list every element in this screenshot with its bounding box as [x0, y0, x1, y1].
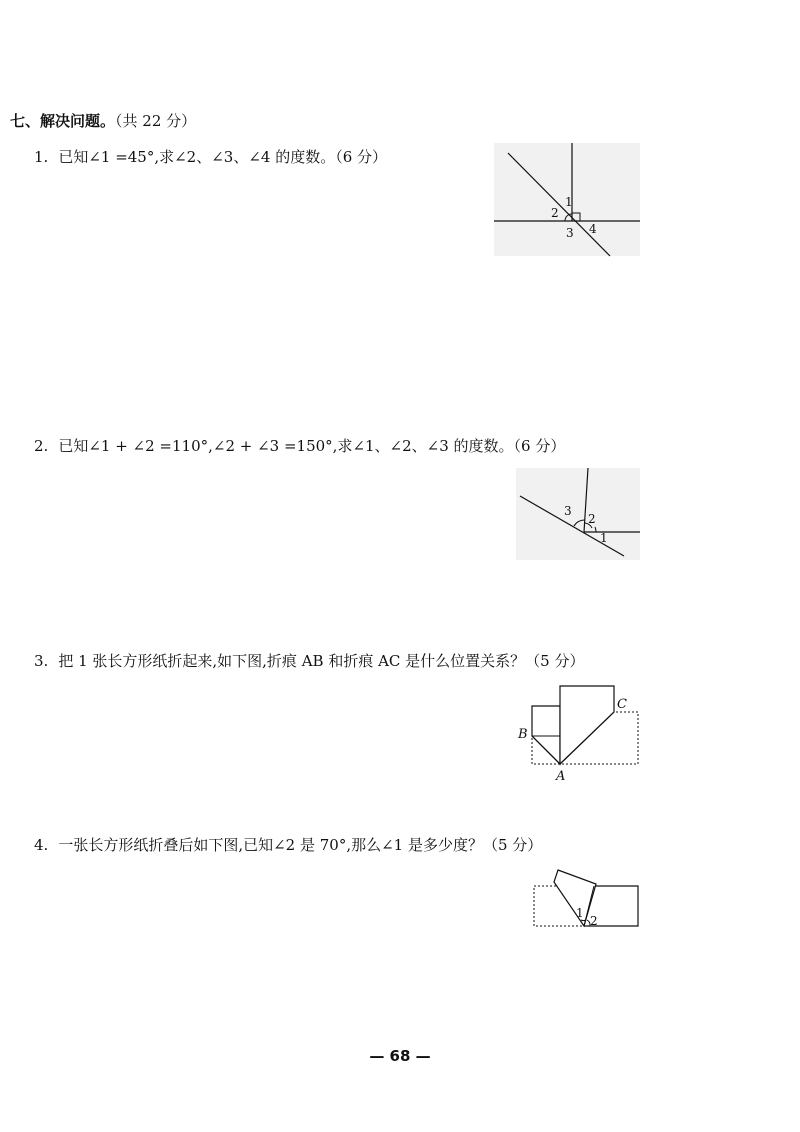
- figure-2-svg: [516, 468, 640, 560]
- angle-arc-1: [581, 920, 586, 921]
- label-angle-1: 1: [600, 531, 608, 545]
- left-folded-flap: [532, 706, 560, 764]
- label-angle-3: 3: [566, 226, 574, 240]
- figure-angles-on-line: [516, 468, 640, 560]
- right-angle-mark: [572, 213, 580, 221]
- section-title: [10, 110, 196, 131]
- question-1: [34, 146, 387, 167]
- question-text: 把 1 张长方形纸折起来,如下图,折痕 AB 和折痕 AC 是什么位置关系？（5 分）: [58, 652, 585, 670]
- label-angle-4: 4: [589, 222, 597, 236]
- label-angle-2: 2: [588, 512, 596, 526]
- angle-arc-1: [595, 527, 596, 532]
- question-text: 已知∠1 =45°,求∠2、∠3、∠4 的度数。（6 分）: [58, 148, 388, 166]
- label-point-c: C: [617, 697, 627, 712]
- label-point-a: A: [556, 769, 566, 784]
- label-angle-2: 2: [551, 206, 559, 220]
- question-3: [34, 650, 584, 671]
- figure-folded-rectangle-creases: [512, 682, 642, 788]
- figure-3-svg: [512, 682, 642, 788]
- section-heading: 七、解决问题。: [10, 112, 116, 130]
- right-folded-flap: [560, 686, 614, 764]
- page-number: — 68 —: [369, 1047, 431, 1065]
- label-angle-3: 3: [564, 504, 572, 518]
- section-points: （共 22 分）: [115, 112, 197, 130]
- diagonal-line: [508, 153, 610, 256]
- label-angle-2: 2: [590, 914, 598, 928]
- question-number: 4.: [34, 836, 49, 854]
- figure-folded-strip: [528, 864, 642, 932]
- label-point-b: B: [518, 727, 528, 742]
- question-number: 3.: [34, 652, 49, 670]
- question-number: 2.: [34, 437, 49, 455]
- label-angle-1: 1: [576, 906, 584, 920]
- slanted-line: [520, 496, 624, 556]
- question-text: 已知∠1 + ∠2 =110°,∠2 + ∠3 =150°,求∠1、∠2、∠3 的度数。（6 分）: [58, 437, 566, 455]
- figure-1-svg: [494, 143, 640, 256]
- question-text: 一张长方形纸折叠后如下图,已知∠2 是 70°,那么∠1 是多少度？（5 分）: [58, 836, 543, 854]
- question-4: [34, 834, 542, 855]
- question-2: [34, 435, 565, 456]
- figure-intersecting-lines: [494, 143, 640, 256]
- question-number: 1.: [34, 148, 49, 166]
- label-angle-1: 1: [565, 195, 573, 209]
- angle-arc-3: [574, 520, 585, 526]
- angle-arc-2: [565, 216, 567, 221]
- figure-4-svg: [528, 864, 642, 932]
